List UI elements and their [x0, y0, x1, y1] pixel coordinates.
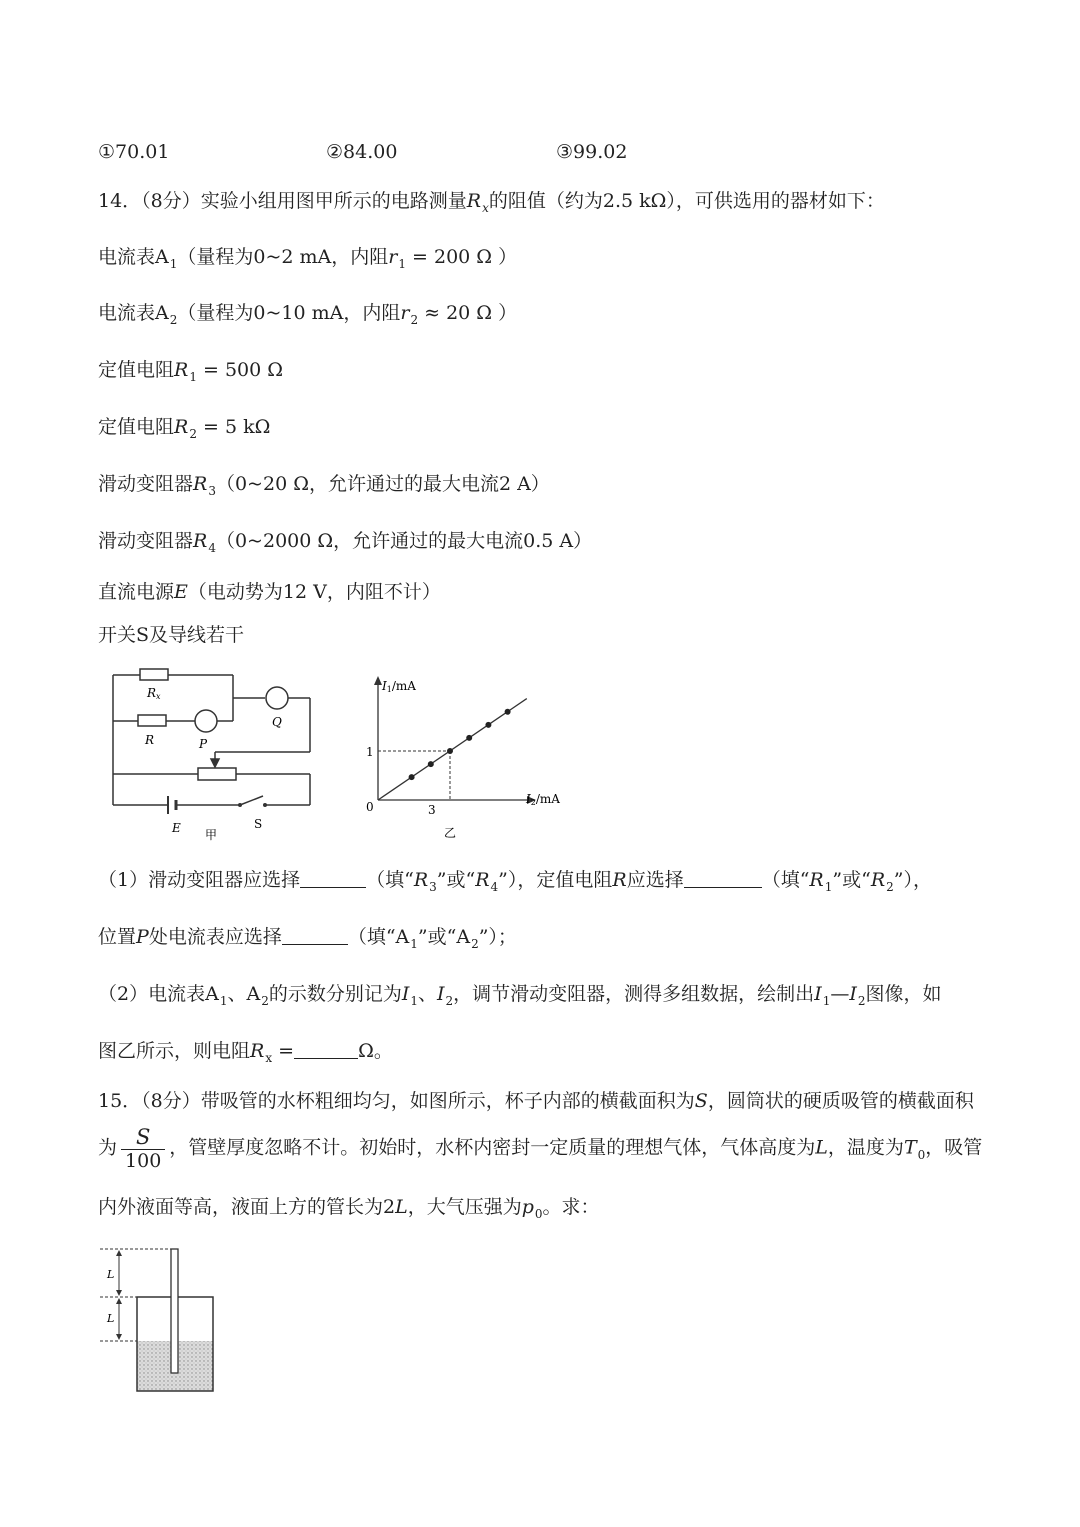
equipment-source: 直流电源E（电动势为12 V，内阻不计）	[98, 581, 441, 603]
caption-yi: 乙	[444, 826, 457, 840]
y-axis-arrow	[374, 676, 382, 685]
blank-fixed-resistor[interactable]	[684, 869, 762, 888]
q14-part1: （1）滑动变阻器应选择 （填“$R_3$”或“$R_4$”），定值电阻R应选择 （填“$R_1$”或“$R_2$”），	[98, 869, 932, 894]
ammeter-p	[195, 710, 217, 732]
blank-rheostat[interactable]	[300, 869, 366, 888]
resistor-rx	[140, 669, 168, 680]
option-3: ③99.02	[556, 141, 628, 163]
circuit-diagram	[100, 660, 330, 850]
equipment-r2: 定值电阻$R_2 = 5$ kΩ	[98, 416, 271, 441]
label-e: E	[172, 821, 181, 835]
q14-part2: （2）电流表$A_1$、$A_2$的示数分别记为$I_1$、$I_2$，调节滑动变阻器，测得多组数据，绘制出$I_1—I_2$图像，如	[98, 983, 942, 1008]
ammeter-q	[266, 687, 288, 709]
graph-i1-i2	[360, 670, 570, 845]
label-l-top: L	[107, 1268, 115, 1281]
equipment-switch: 开关S及导线若干	[98, 624, 245, 646]
origin-label: 0	[366, 800, 374, 814]
equipment-r1: 定值电阻$R_1 = 500$ Ω	[98, 359, 284, 384]
label-q: Q	[272, 715, 282, 729]
data-point	[466, 735, 472, 741]
switch-blade	[240, 796, 263, 805]
label-p: P	[199, 737, 208, 751]
option-1: ①70.01	[98, 141, 170, 163]
caption-jia: 甲	[205, 828, 218, 842]
data-point	[428, 761, 434, 767]
option-2: ②84.00	[326, 141, 398, 163]
equipment-r3: 滑动变阻器$R_3(0\sim 20$ Ω，允许通过的最大电流2 A）	[98, 473, 550, 498]
equipment-a2: 电流表$A_2$（量程为0~10 mA，内阻$r_2 \approx 20$ Ω ）	[98, 302, 518, 327]
x-tick-label: 3	[428, 803, 436, 817]
q15-line3: 内外液面等高，液面上方的管长为2L，大气压强为$p_0$。求：	[98, 1196, 600, 1221]
q15-line1: 15．（8分）带吸管的水杯粗细均匀，如图所示，杯子内部的横截面积为S，圆筒状的硬质吸管的横截面积	[98, 1090, 974, 1112]
q14-intro-text: 14．（8分）实验小组用图甲所示的电路测量	[98, 190, 467, 212]
blank-rx-value[interactable]	[294, 1040, 358, 1059]
q14-intro: 14．（8分）实验小组用图甲所示的电路测量$R_x$的阻值（约为2.5 kΩ），可供选用的器材如下：	[98, 190, 885, 215]
data-point	[505, 709, 511, 715]
data-point	[409, 774, 415, 780]
q14-part2-cont: 图乙所示，则电阻$R_x = \Omega$。	[98, 1040, 393, 1065]
label-r: R	[145, 733, 155, 747]
slider-arrow	[211, 759, 219, 767]
label-l-bottom: L	[107, 1312, 115, 1325]
blank-ammeter[interactable]	[282, 926, 348, 945]
data-point	[485, 722, 491, 728]
equipment-a1: 电流表$A_1$（量程为0~2 mA，内阻$r_1 = 200$ Ω ）	[98, 246, 518, 271]
label-s: S	[254, 817, 263, 831]
equipment-r4: 滑动变阻器$R_4(0\sim 2000$ Ω，允许通过的最大电流0.5 A）	[98, 530, 593, 555]
label-rx: Rx	[147, 686, 161, 701]
data-point	[447, 748, 453, 754]
y-tick-label: 1	[366, 745, 374, 759]
q15-line2: 为 $\frac{S}{100}$ ，管壁厚度忽略不计。初始时，水杯内密封一定质量的理想气体，气体高度为L，温度为$T_0$，吸管	[98, 1125, 983, 1172]
resistor-r	[138, 715, 166, 726]
q14-part1-cont: 位置P处电流表应选择 （填“$A_1$”或“$A_2$”）；	[98, 926, 517, 951]
x-axis-label: I2/mA	[526, 792, 560, 807]
rheostat	[198, 768, 236, 780]
y-axis-label: I1/mA	[382, 679, 416, 694]
cup-diagram	[95, 1240, 230, 1400]
fraction-s-100: $\frac{S}{100}$	[121, 1125, 165, 1172]
straw	[171, 1249, 178, 1373]
